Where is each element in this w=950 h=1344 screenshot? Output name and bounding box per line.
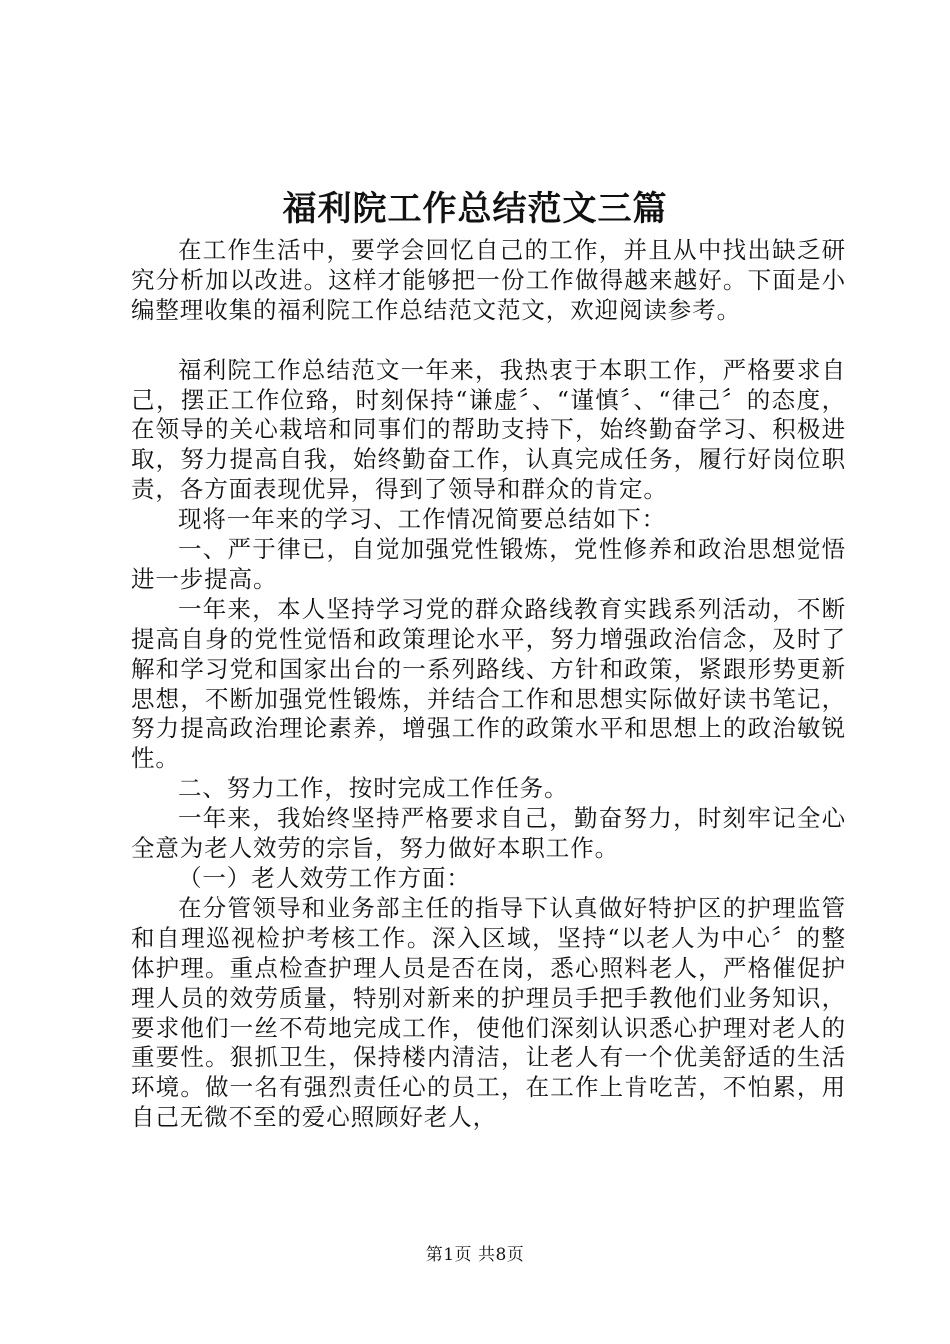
paragraph-subsection-1: 在分管领导和业务部主任的指导下认真做好特护区的护理监管和自理巡视检护考核工作。深入区域，坚持“以老人为中心〞的整体护理。重点检查护理人员是否在岗，悉心照料老人，严格催促护理人员的效劳质量，特别对新来的护理员手把手教他们业务知识，要求他们一丝不苟地完成工作，使他们深刻认识悉心护理对老人的重要性。狠抓卫生，保持楼内清洁，让老人有一个优美舒适的生活环境。做一名有强烈责任心的员工，在工作上肯吃苦，不怕累，用自己无微不至的爱心照顾好老人， [131,893,846,1132]
section-heading-2: 二、努力工作，按时完成工作任务。 [178,774,569,803]
page-title: 福利院工作总结范文三篇 [282,189,668,229]
section-heading-1: 一、严于律已，自觉加强党性锻炼，党性修养和政治思想觉悟进一步提高。 [131,535,846,593]
subsection-heading-1: （一）老人效劳工作方面： [178,864,471,893]
paragraph-intro: 在工作生活中，要学会回忆自己的工作，并且从中找出缺乏研究分析加以改进。这样才能够把一份工作做得越来越好。下面是小编整理收集的福利院工作总结范文范文，欢迎阅读参考。 [131,236,846,324]
paragraph-section-1: 一年来，本人坚持学习党的群众路线教育实践系列活动，不断提高自身的党性觉悟和政策理论水平，努力增强政治信念，及时了解和学习党和国家出台的一系列路线、方针和政策，紧跟形势更新思想，不断加强党性锻炼，并结合工作和思想实际做好读书笔记，努力提高政治理论素养，增强工作的政策水平和思想上的政治敏锐性。 [131,594,846,773]
document-body [131,236,846,1133]
page-number-footer: 第1页 共8页 [425,1245,525,1265]
paragraph-section-2: 一年来，我始终坚持严格要求自己，勤奋努力，时刻牢记全心全意为老人效劳的宗旨，努力做好本职工作。 [131,804,846,863]
paragraph-opening: 福利院工作总结范文一年来，我热衷于本职工作，严格要求自己，摆正工作位臵，时刻保持“谦虚〞、“谨慎〞、“律己〞的态度，在领导的关心栽培和同事们的帮助支持下，始终勤奋学习、积极进取，努力提高自我，始终勤奋工作，认真完成任务，履行好岗位职责，各方面表现优异，得到了领导和群众的肯定。 [131,355,846,504]
paragraph-summary-lead: 现将一年来的学习、工作情况简要总结如下： [178,505,666,534]
